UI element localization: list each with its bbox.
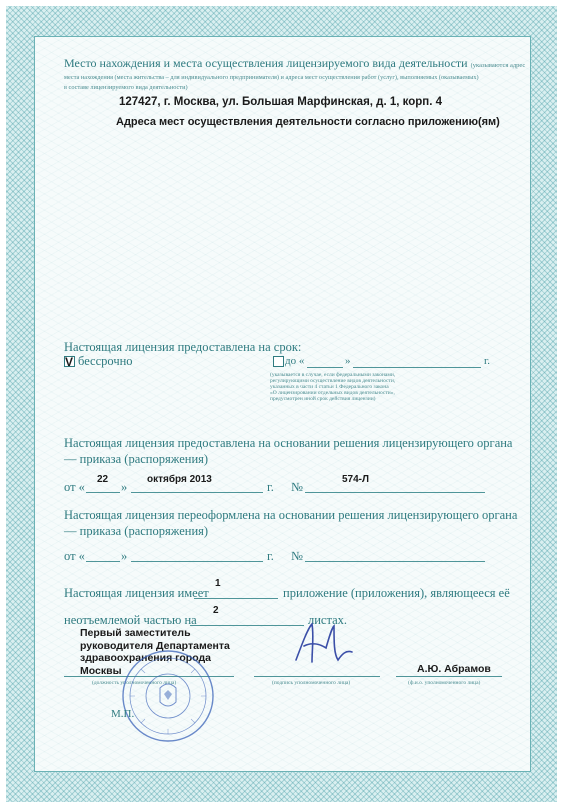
until-mid: »: [345, 355, 351, 367]
reissue-from: от «: [64, 549, 85, 563]
position-line: здравоохранения города: [80, 652, 211, 664]
annex-text2: приложение (приложения), являющееся её: [283, 586, 510, 600]
basis-day-line: [86, 492, 120, 493]
address: 127427, г. Москва, ул. Большая Марфинская, д. 1, корп. 4: [119, 96, 443, 108]
basis-from: от «: [64, 480, 85, 494]
handwritten-signature-icon: [282, 614, 362, 670]
until-day-line: [307, 367, 343, 368]
annex-sheets: 2: [213, 605, 219, 616]
license-page: Место нахождения и места осуществления лицензируемого вида деятельности (указываются адрес места нахождения (места жительства – для индивидуального предпринимателя) и адреса мест осуществления работ (услуг), выполняемых (оказываемых) в составе лицензируемого вида деятельности) 127427, г. Москва, ул. Большая Марфинская, д. 1, корп. 4 Адреса мест осуществления деятельности согласно приложению(ям) Настоящая лицензия предоставлена на срок: V бессрочно до « » г. (указывается в случае, если федеральными законами, регулирующими осуществление видов деятельности, указанных в части 4 статьи 1 Федерального закона «О лицензировании отдельных видов деятельности», предусмотрен иной срок действия лицензии) Настоящая лицензия предоставлена на основании решения лицензирующего органа — приказа (распоряжения) от « 22 » октября 2013 г. № 574-Л Настоящая лицензия переоформлена на основании решения лицензирующего органа — приказа (распоряжения) от « » г. № Настоящая лицензия имеет 1 приложение (приложения), являющееся её неотъемлемой частью на 2 листах. Первый заместитель руководителя Департамента здравоохранения города Москвы (должность уполномоченного лица) (подпись уполномоченного лица) А.Ю. Абрамов (ф.и.о. уполномоченного лица) М.П.: [0, 0, 563, 808]
term-note-line: регулирующими осуществление видов деятельности,: [270, 378, 396, 384]
position-caption: (должность уполномоченного лица): [92, 680, 177, 686]
basis-number-sign: №: [291, 480, 303, 494]
signature-caption: (подпись уполномоченного лица): [272, 680, 351, 686]
basis-number-line: [305, 492, 485, 493]
annex-count: 1: [215, 578, 221, 589]
term-note-line: предусмотрен иной срок действия лицензии): [270, 396, 376, 402]
reissue-line2: — приказа (распоряжения): [64, 524, 209, 538]
term-note: [270, 372, 395, 402]
check-mark: V: [65, 355, 74, 369]
until-prefix: до «: [285, 355, 305, 367]
reissue-year-suffix: г.: [267, 549, 274, 563]
mp-label: М.П.: [111, 708, 135, 720]
indefinite-label: бессрочно: [78, 354, 133, 368]
official-seal-icon: [120, 648, 216, 744]
term-note-line: (указывается в случае, если федеральными законами,: [270, 372, 396, 378]
position-line: Первый заместитель: [80, 627, 191, 639]
reissue-line1: Настоящая лицензия переоформлена на основании решения лицензирующего органа: [64, 508, 518, 522]
header-note-3: в составе лицензируемого вида деятельности): [64, 84, 188, 91]
basis-line1: Настоящая лицензия предоставлена на основании решения лицензирующего органа: [64, 436, 513, 450]
basis-month-year: октября 2013: [147, 474, 212, 485]
term-note-line: «О лицензировании отдельных видов деятельности»,: [270, 390, 395, 396]
annex-text4: листах.: [308, 613, 348, 627]
position-line: Москвы: [80, 664, 122, 677]
basis-number: 574-Л: [342, 474, 370, 485]
basis-line2: — приказа (распоряжения): [64, 452, 209, 466]
annex-count-line: [194, 598, 278, 599]
signature-line: [254, 676, 380, 677]
basis-date-line: [131, 492, 263, 493]
signatory-name: А.Ю. Абрамов: [417, 663, 491, 675]
until-date-line: [353, 367, 481, 368]
address-places: Адреса мест осуществления деятельности согласно приложению(ям): [116, 116, 500, 128]
basis-year-suffix: г.: [267, 480, 274, 494]
until-checkbox: [273, 356, 284, 367]
reissue-day-line: [86, 561, 120, 562]
reissue-mid: »: [121, 549, 128, 563]
position-line: руководителя Департамента: [80, 639, 230, 652]
name-caption: (ф.и.о. уполномоченного лица): [408, 680, 481, 686]
annex-text3: неотъемлемой частью на: [64, 613, 197, 627]
indefinite-checkbox: [64, 356, 75, 367]
term-note-line: указанных в части 4 статьи 1 Федерального закона: [270, 384, 389, 390]
until-year: г.: [484, 355, 491, 367]
header-title: Место нахождения и места осуществления лицензируемого вида деятельности (указываются адрес: [64, 56, 526, 70]
annex-text1: Настоящая лицензия имеет: [64, 586, 209, 600]
term-label: Настоящая лицензия предоставлена на срок:: [64, 340, 302, 354]
basis-day: 22: [97, 474, 109, 485]
reissue-date-line: [131, 561, 263, 562]
reissue-number-line: [305, 561, 485, 562]
reissue-number-sign: №: [291, 549, 303, 563]
name-line: [396, 676, 502, 677]
header-note-2: места нахождения (места жительства – для индивидуального предпринимателя) и адреса мест осуществления работ (услуг), выполняемых (оказываемых): [64, 74, 479, 81]
